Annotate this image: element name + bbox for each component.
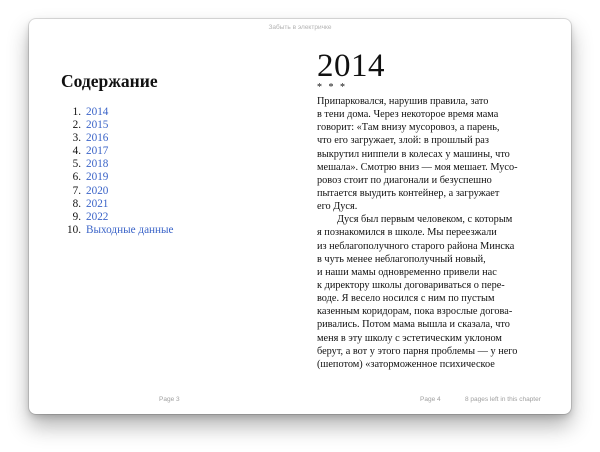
text-line: говорит: «Там внизу мусоровоз, а парень, (317, 122, 500, 134)
text-line: и наши мамы одновременно привели нас (317, 266, 497, 278)
toc-item (61, 171, 174, 184)
text-line: что его загружает, злой: в прошлый раз (317, 135, 489, 147)
toc-item (61, 211, 174, 224)
toc-link-imprint[interactable]: Выходные данные (86, 223, 174, 236)
text-line: в чуть менее неблагополучный новый, (317, 253, 486, 265)
book-window (29, 19, 571, 414)
text-line: пытается выудить контейнер, а загружает (317, 187, 500, 199)
toc-link-2019[interactable]: 2019 (86, 171, 109, 184)
toc-item-number: 8. (72, 197, 81, 210)
text-line: к директору школы договариваться о пере- (317, 279, 505, 291)
toc-item-number: 1. (72, 106, 81, 118)
toc-link-2018[interactable]: 2018 (86, 158, 109, 171)
toc-link-2014[interactable]: 2014 (86, 106, 109, 118)
text-line: воде. Я весело носился с ним по пустым (317, 293, 495, 305)
pages-remaining: 8 pages left in this chapter (465, 396, 541, 403)
toc-item-number: 2. (72, 119, 81, 132)
toc-item (61, 145, 174, 158)
toc-item-number: 7. (72, 184, 81, 197)
text-line: меня в эту школу с эстетическим уклоном (317, 332, 502, 344)
toc-title: Содержание (61, 71, 158, 91)
toc-item (61, 119, 174, 132)
toc-link-2020[interactable]: 2020 (86, 184, 109, 197)
text-line: Припарковался, нарушив правила, зато (317, 96, 489, 107)
toc-link-2016[interactable]: 2016 (86, 132, 109, 145)
text-line: ровоз стоит по диагонали и безуспешно (317, 174, 492, 186)
text-line: в тени дома. Через некоторое время мама (317, 109, 499, 121)
toc-item (61, 198, 174, 211)
text-line: выкрутил ниппели в колесах у машины, что (317, 148, 510, 160)
chapter-text (317, 95, 541, 371)
toc-list (61, 106, 174, 237)
toc-item (61, 132, 174, 145)
page-number-left: Page 3 (159, 396, 180, 403)
text-line: его Дуся. (317, 201, 358, 213)
chapter-title: 2014 (317, 48, 385, 84)
text-line: (шепотом) «заторможенное психическое (317, 358, 495, 370)
page-number-right: Page 4 (420, 396, 441, 403)
toc-item-number: 10. (67, 223, 81, 236)
toc-item (61, 158, 174, 171)
toc-link-2015[interactable]: 2015 (86, 119, 109, 132)
toc-link-2021[interactable]: 2021 (86, 197, 109, 210)
toc-item (61, 106, 174, 119)
text-line: ривались. Потом мама вышла и сказала, что (317, 319, 510, 331)
text-line: Дуся был первым человеком, с которым (337, 214, 513, 226)
text-line: я познакомился в школе. Мы переезжали (317, 227, 497, 239)
text-line: мешала». Смотрю вниз — моя мешает. Мусо- (317, 161, 518, 173)
toc-item-number: 6. (72, 171, 81, 184)
window-title: Забыть в электричке (268, 24, 332, 31)
toc-item-number: 4. (72, 145, 81, 158)
section-separator: * * * (317, 82, 347, 93)
toc-item (61, 224, 174, 237)
toc-item-number: 9. (72, 210, 81, 223)
toc-link-2017[interactable]: 2017 (86, 145, 109, 158)
text-line: берут, а вот у этого парня проблемы — у него (317, 345, 518, 357)
text-line: казенным коридорам, пока взрослые догова- (317, 306, 513, 318)
toc-item (61, 185, 174, 198)
toc-item-number: 5. (72, 158, 81, 171)
text-line: из неблагополучного старого района Минска (317, 240, 515, 252)
toc-item-number: 3. (72, 132, 81, 145)
toc-link-2022[interactable]: 2022 (86, 210, 109, 223)
